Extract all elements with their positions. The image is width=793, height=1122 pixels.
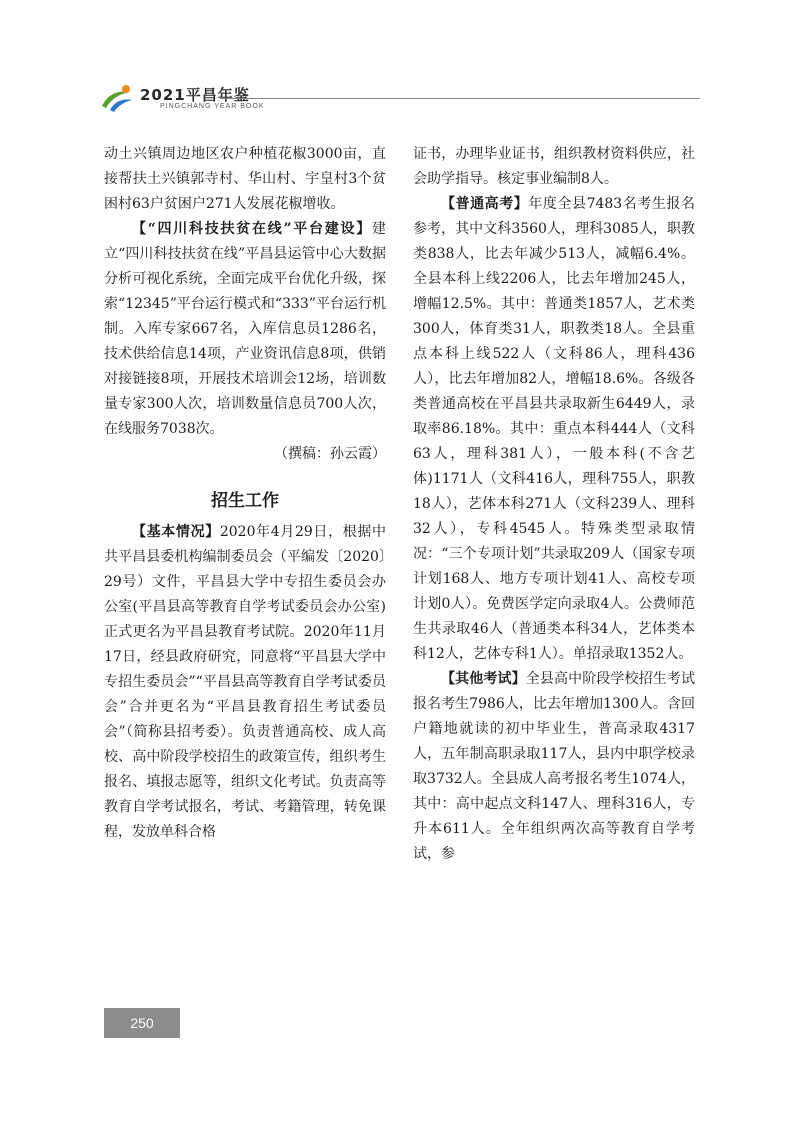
yearbook-subtitle: PINGCHANG YEAR BOOK	[160, 103, 265, 110]
paragraph: 动土兴镇周边地区农户种植花椒3000亩，直接帮扶土兴镇郭寺村、华山村、宇皇村3个贫困村63户贫困户271人发展花椒增收。	[104, 146, 386, 212]
paragraph	[413, 667, 695, 867]
author-credit: （撰稿：孙云霞）	[274, 446, 386, 462]
right-column	[413, 142, 695, 867]
paragraph-text: 2020年4月29日，根据中共平昌县委机构编制委员会（平编发〔2020〕29号）文件，平昌县大学中专招生委员会办公室(平昌县高等教育自学考试委员会办公室)正式更名为平昌县教育考试院。2020年11月17日，经县政府研究，同意将“平昌县大学中专招生委员会”“平昌县高等教育自学考试委员会”合并更名为“平昌县教育招生考试委员会”（简称县招考委）。负责普通高校、成人高校、高中阶段学校招生的政策宣传，组织考生报名、填报志愿等，组织文化考试。负责高等教育自学考试报名，考试、考籍管理，转免课程，发放单科合格	[104, 524, 386, 840]
section-tag: 【“四川科技扶贫在线”平台建设】	[132, 221, 372, 237]
page-header	[100, 84, 700, 116]
paragraph	[104, 520, 386, 845]
section-title: 招生工作	[211, 491, 279, 511]
paragraph	[413, 192, 695, 667]
yearbook-title: 2021平昌年鉴	[140, 86, 250, 104]
section-tag: 【其他考试】	[441, 671, 526, 687]
paragraph-text: 全县高中阶段学校招生考试报名考生7986人，比去年增加1300人。含回户籍地就读的初中毕业生，普高录取4317人，五年制高职录取117人，县内中职学校录取3732人。全县成人高考报名考生1074人，其中：高中起点文科147人、理科316人，专升本611人。全年组织两次高等教育自学考试，参	[413, 671, 696, 862]
paragraph-text: 年度全县7483名考生报名参考，其中文科3560人，理科3085人，职教类838人，比去年减少513人，减幅6.4%。全县本科上线2206人，比去年增加245人，增幅12.5%。其中：普通类1857人，艺术类300人，体育类31人，职教类18人。全县重点本科上线522人（文科86人，理科436人），比去年增加82人，增幅18.6%。各级各类普通高校在平昌县共录取新生6449人，录取率86.18%。其中：重点本科444人（文科63人，理科381人），一般本科(不含艺体)1171人（文科416人，理科755人，职教18人），艺体本科271人（文科239人、理科32人），专科4545人。特殊类型录取情况：“三个专项计划”共录取209人（国家专项计划168人、地方专项计划41人、高校专项计划0人）。免费医学定向录取4人。公费师范生共录取46人（普通类本科34人，艺体类本科12人，艺体专科1人）。单招录取1352人。	[413, 196, 695, 662]
paragraph	[104, 217, 386, 442]
yearbook-logo-icon	[100, 84, 136, 114]
paragraph-text: 建立“四川科技扶贫在线”平昌县运管中心大数据分析可视化系统，全面完成平台优化升级，探索“12345”平台运行模式和“333”平台运行机制。入库专家667名，入库信息员1286名，技术供给信息14项，产业资讯信息8项，供销对接链接8项，开展技术培训会12场，培训数量专家300人次，培训数量信息员700人次，在线服务7038次。	[104, 221, 386, 437]
left-column	[104, 142, 386, 845]
paragraph: 证书，办理毕业证书，组织教材资料供应，社会助学指导。核定事业编制8人。	[413, 146, 695, 187]
header-divider	[220, 98, 700, 99]
section-tag: 【基本情况】	[132, 524, 220, 540]
section-tag: 【普通高考】	[441, 196, 529, 212]
page-number: 250	[104, 1008, 180, 1038]
